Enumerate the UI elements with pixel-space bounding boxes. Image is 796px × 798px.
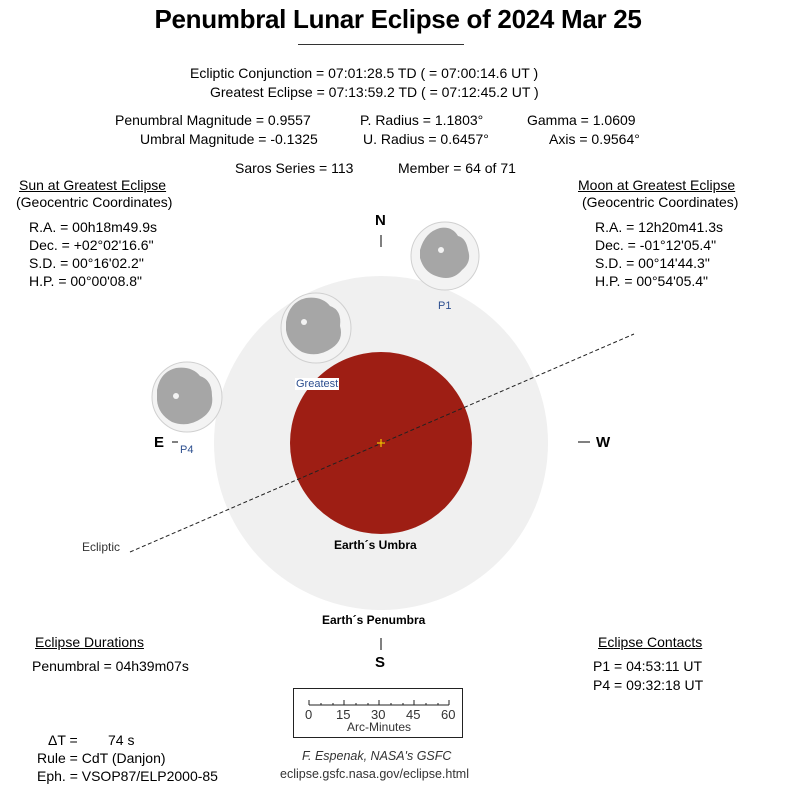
- credit: F. Espenak, NASA's GSFC: [302, 749, 452, 763]
- moon-greatest: [281, 293, 351, 363]
- umbra-radius: U. Radius = 0.6457°: [363, 131, 489, 147]
- penumbral-magnitude: Penumbral Magnitude = 0.9557: [115, 112, 311, 128]
- greatest-eclipse: Greatest Eclipse = 07:13:59.2 TD ( = 07:12:45.2 UT ): [210, 84, 539, 100]
- saros-member: Member = 64 of 71: [398, 160, 516, 176]
- contact-p4: P4 = 09:32:18 UT: [593, 677, 704, 693]
- p1-label: P1: [438, 300, 452, 312]
- page-title: Penumbral Lunar Eclipse of 2024 Mar 25: [154, 4, 642, 34]
- gamma: Gamma = 1.0609: [527, 112, 636, 128]
- moon-dec: Dec. = -01°12'05.4": [595, 237, 717, 253]
- axis: Axis = 0.9564°: [549, 131, 640, 147]
- ecliptic-label: Ecliptic: [82, 540, 121, 554]
- penumbra-radius: P. Radius = 1.1803°: [360, 112, 484, 128]
- umbral-magnitude: Umbral Magnitude = -0.1325: [140, 131, 318, 147]
- east-label: E: [154, 434, 165, 451]
- umbra-label: Earth´s Umbra: [334, 538, 417, 552]
- ecliptic-conjunction: Ecliptic Conjunction = 07:01:28.5 TD ( = 07:00:14.6 UT ): [190, 65, 539, 81]
- sun-sd: S.D. = 00°16'02.2": [29, 255, 144, 271]
- p4-label: P4: [180, 444, 194, 456]
- moon-heading: Moon at Greatest Eclipse: [578, 177, 736, 193]
- scale-tick-60: 60: [441, 707, 456, 722]
- contact-p1: P1 = 04:53:11 UT: [593, 658, 703, 674]
- scale-tick-15: 15: [336, 707, 351, 722]
- sun-subheading: (Geocentric Coordinates): [16, 194, 173, 210]
- moon-sd: S.D. = 00°14'44.3": [595, 255, 710, 271]
- moon-subheading: (Geocentric Coordinates): [582, 194, 739, 210]
- delta-t-value: 74 s: [108, 732, 135, 748]
- sun-heading: Sun at Greatest Eclipse: [19, 177, 167, 193]
- ephemeris-text: Eph. = VSOP87/ELP2000-85: [37, 768, 218, 784]
- rule-text: Rule = CdT (Danjon): [37, 750, 166, 766]
- source-url: eclipse.gsfc.nasa.gov/eclipse.html: [280, 767, 469, 781]
- delta-t-label: ΔT =: [48, 732, 78, 748]
- south-label: S: [375, 654, 386, 671]
- saros-series: Saros Series = 113: [235, 160, 354, 176]
- sun-dec: Dec. = +02°02'16.6": [29, 237, 154, 253]
- moon-hp: H.P. = 00°54'05.4": [595, 273, 709, 289]
- penumbra-label: Earth´s Penumbra: [322, 613, 426, 627]
- sun-ra: R.A. = 00h18m49.9s: [29, 219, 158, 235]
- scale-tick-0: 0: [305, 707, 313, 722]
- scale-tick-30: 30: [371, 707, 386, 722]
- scale-unit: Arc-Minutes: [347, 720, 412, 734]
- title-divider: [298, 44, 464, 45]
- west-label: W: [596, 434, 611, 451]
- moon-p4: [152, 362, 222, 432]
- north-label: N: [375, 212, 386, 229]
- sun-hp: H.P. = 00°00'08.8": [29, 273, 143, 289]
- moon-ra: R.A. = 12h20m41.3s: [595, 219, 724, 235]
- greatest-label: Greatest: [296, 378, 339, 390]
- scale-tick-45: 45: [406, 707, 421, 722]
- penumbral-duration: Penumbral = 04h39m07s: [32, 658, 189, 674]
- moon-p1: [411, 222, 479, 290]
- durations-heading: Eclipse Durations: [35, 634, 144, 650]
- contacts-heading: Eclipse Contacts: [598, 634, 703, 650]
